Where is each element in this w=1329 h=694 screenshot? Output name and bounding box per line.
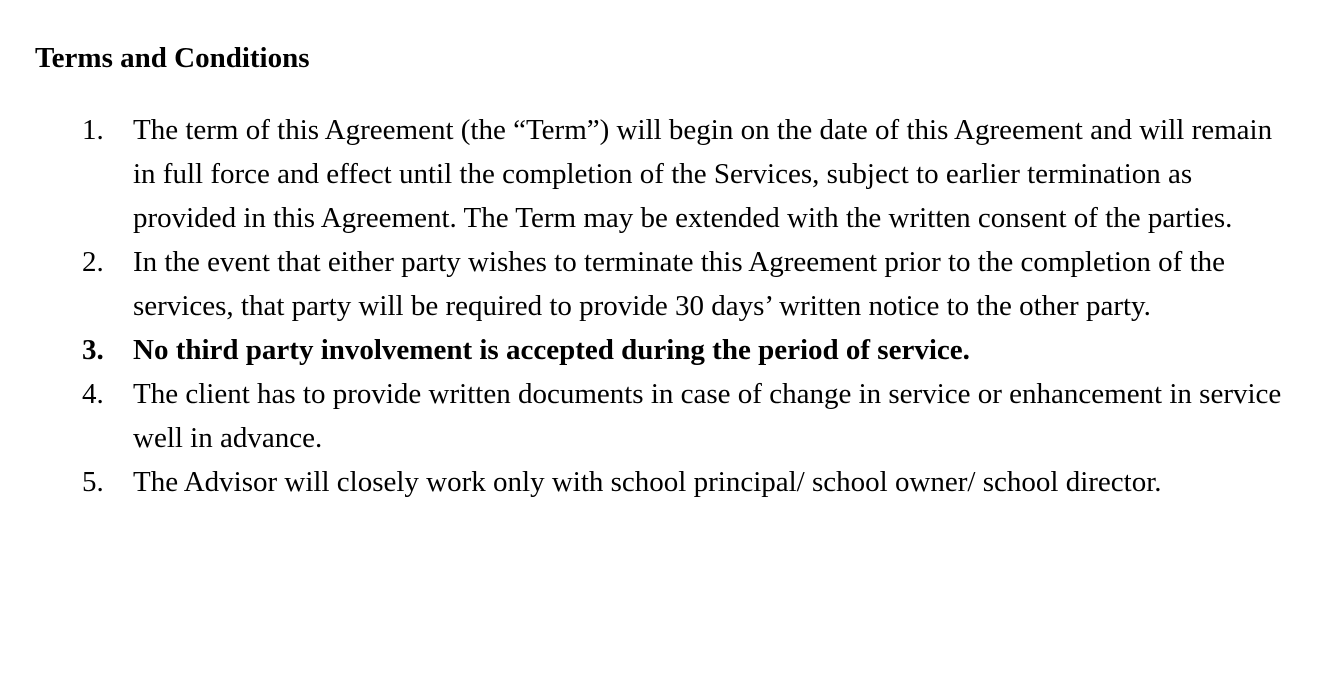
item-number: 3. (82, 334, 104, 366)
terms-item-2 (0, 240, 1293, 328)
item-number: 4. (82, 378, 104, 410)
terms-list (0, 108, 1329, 504)
item-number: 2. (82, 246, 104, 278)
item-text: In the event that either party wishes to terminate this Agreement prior to the completion of the services, that party will be required to provide 30 days’ written notice to the other party. (133, 246, 1226, 322)
item-number: 5. (82, 466, 104, 498)
terms-item-4 (0, 372, 1293, 460)
terms-item-3 (0, 328, 1293, 372)
terms-item-5 (0, 460, 1293, 504)
item-text: The term of this Agreement (the “Term”) will begin on the date of this Agreement and will remain in full force and effect until the completion of the Services, subject to earlier termination as provided in this Agreement. The Term may be extended with the written consent of the parties. (133, 114, 1273, 234)
item-text: The client has to provide written documents in case of change in service or enhancement in service well in advance. (133, 378, 1282, 454)
item-text: No third party involvement is accepted during the period of service. (133, 334, 970, 366)
item-text: The Advisor will closely work only with school principal/ school owner/ school director. (133, 466, 1162, 498)
terms-item-1 (0, 108, 1293, 240)
item-number: 1. (82, 114, 104, 146)
section-heading: Terms and Conditions (35, 42, 310, 74)
